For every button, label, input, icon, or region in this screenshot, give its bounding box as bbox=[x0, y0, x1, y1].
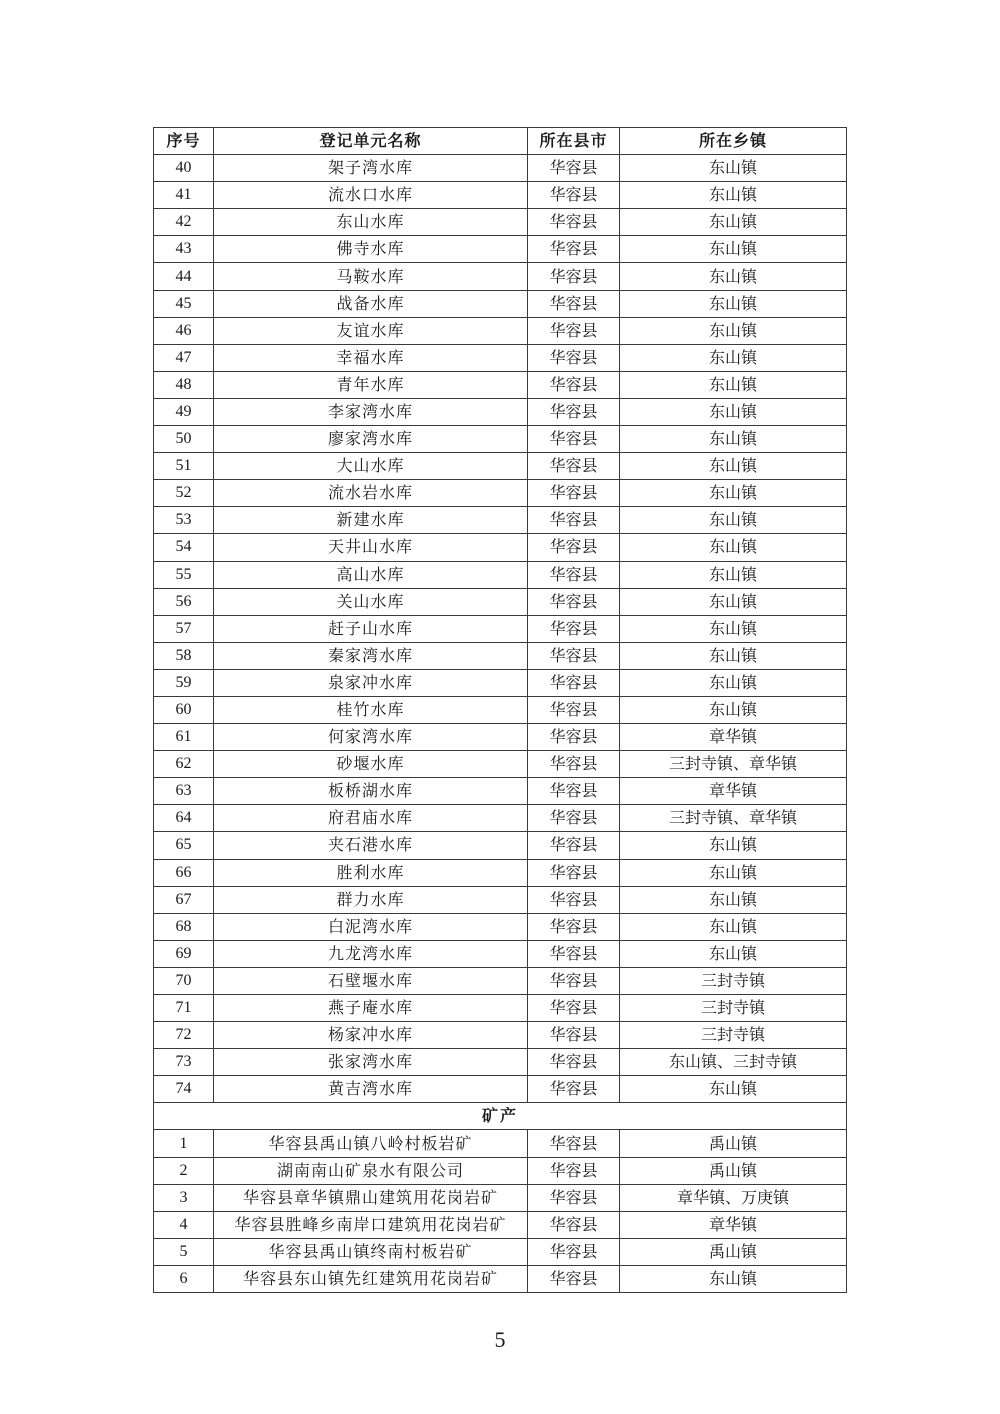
unit-name-cell: 泉家冲水库 bbox=[214, 669, 528, 696]
township-cell: 东山镇 bbox=[620, 561, 847, 588]
row-index-cell: 72 bbox=[154, 1022, 214, 1049]
unit-name-cell: 流水口水库 bbox=[214, 182, 528, 209]
township-cell: 东山镇 bbox=[620, 940, 847, 967]
header-index: 序号 bbox=[154, 128, 214, 155]
table-row bbox=[154, 669, 847, 696]
row-index-cell: 52 bbox=[154, 480, 214, 507]
county-cell: 华容县 bbox=[528, 588, 620, 615]
row-index-cell: 40 bbox=[154, 155, 214, 182]
table-header-row bbox=[154, 128, 847, 155]
unit-name-cell: 幸福水库 bbox=[214, 344, 528, 371]
table-body bbox=[154, 155, 847, 1293]
table-row bbox=[154, 263, 847, 290]
county-cell: 华容县 bbox=[528, 155, 620, 182]
unit-name-cell: 府君庙水库 bbox=[214, 805, 528, 832]
row-index-cell: 71 bbox=[154, 995, 214, 1022]
table-row bbox=[154, 209, 847, 236]
row-index-cell: 61 bbox=[154, 724, 214, 751]
township-cell: 东山镇 bbox=[620, 1265, 847, 1292]
unit-name-cell: 胜利水库 bbox=[214, 859, 528, 886]
table-row bbox=[154, 561, 847, 588]
county-cell: 华容县 bbox=[528, 507, 620, 534]
table-row bbox=[154, 371, 847, 398]
county-cell: 华容县 bbox=[528, 615, 620, 642]
table-row bbox=[154, 1211, 847, 1238]
unit-name-cell: 黄吉湾水库 bbox=[214, 1076, 528, 1103]
unit-name-cell: 杨家冲水库 bbox=[214, 1022, 528, 1049]
county-cell: 华容县 bbox=[528, 182, 620, 209]
township-cell: 章华镇 bbox=[620, 724, 847, 751]
table-row bbox=[154, 182, 847, 209]
row-index-cell: 69 bbox=[154, 940, 214, 967]
table-row bbox=[154, 642, 847, 669]
row-index-cell: 59 bbox=[154, 669, 214, 696]
township-cell: 东山镇 bbox=[620, 642, 847, 669]
table-row bbox=[154, 588, 847, 615]
unit-name-cell: 大山水库 bbox=[214, 453, 528, 480]
table-row bbox=[154, 1022, 847, 1049]
unit-name-cell: 天井山水库 bbox=[214, 534, 528, 561]
unit-name-cell: 流水岩水库 bbox=[214, 480, 528, 507]
unit-name-cell: 板桥湖水库 bbox=[214, 778, 528, 805]
table-row bbox=[154, 696, 847, 723]
county-cell: 华容县 bbox=[528, 1130, 620, 1157]
unit-name-cell: 赶子山水库 bbox=[214, 615, 528, 642]
row-index-cell: 58 bbox=[154, 642, 214, 669]
unit-name-cell: 夹石港水库 bbox=[214, 832, 528, 859]
unit-name-cell: 华容县胜峰乡南岸口建筑用花岗岩矿 bbox=[214, 1211, 528, 1238]
township-cell: 章华镇、万庚镇 bbox=[620, 1184, 847, 1211]
county-cell: 华容县 bbox=[528, 940, 620, 967]
township-cell: 三封寺镇 bbox=[620, 967, 847, 994]
county-cell: 华容县 bbox=[528, 669, 620, 696]
county-cell: 华容县 bbox=[528, 751, 620, 778]
row-index-cell: 49 bbox=[154, 398, 214, 425]
row-index-cell: 42 bbox=[154, 209, 214, 236]
table-row bbox=[154, 534, 847, 561]
unit-name-cell: 燕子庵水库 bbox=[214, 995, 528, 1022]
township-cell: 东山镇 bbox=[620, 209, 847, 236]
unit-name-cell: 东山水库 bbox=[214, 209, 528, 236]
header-county: 所在县市 bbox=[528, 128, 620, 155]
county-cell: 华容县 bbox=[528, 967, 620, 994]
table-row bbox=[154, 778, 847, 805]
table-row bbox=[154, 480, 847, 507]
table-row bbox=[154, 426, 847, 453]
township-cell: 三封寺镇、章华镇 bbox=[620, 751, 847, 778]
township-cell: 东山镇 bbox=[620, 886, 847, 913]
county-cell: 华容县 bbox=[528, 371, 620, 398]
township-cell: 东山镇 bbox=[620, 344, 847, 371]
table-row bbox=[154, 453, 847, 480]
table-row bbox=[154, 1076, 847, 1103]
row-index-cell: 55 bbox=[154, 561, 214, 588]
county-cell: 华容县 bbox=[528, 1184, 620, 1211]
county-cell: 华容县 bbox=[528, 209, 620, 236]
unit-name-cell: 桂竹水库 bbox=[214, 696, 528, 723]
row-index-cell: 65 bbox=[154, 832, 214, 859]
row-index-cell: 57 bbox=[154, 615, 214, 642]
table-row bbox=[154, 290, 847, 317]
unit-name-cell: 青年水库 bbox=[214, 371, 528, 398]
township-cell: 东山镇 bbox=[620, 236, 847, 263]
county-cell: 华容县 bbox=[528, 913, 620, 940]
row-index-cell: 70 bbox=[154, 967, 214, 994]
row-index-cell: 41 bbox=[154, 182, 214, 209]
township-cell: 东山镇 bbox=[620, 669, 847, 696]
row-index-cell: 43 bbox=[154, 236, 214, 263]
township-cell: 禹山镇 bbox=[620, 1238, 847, 1265]
table-row bbox=[154, 317, 847, 344]
county-cell: 华容县 bbox=[528, 1157, 620, 1184]
unit-name-cell: 马鞍水库 bbox=[214, 263, 528, 290]
county-cell: 华容县 bbox=[528, 398, 620, 425]
page-number: 5 bbox=[494, 1327, 506, 1352]
table-row bbox=[154, 1184, 847, 1211]
township-cell: 东山镇、三封寺镇 bbox=[620, 1049, 847, 1076]
township-cell: 东山镇 bbox=[620, 317, 847, 344]
table-row bbox=[154, 886, 847, 913]
row-index-cell: 74 bbox=[154, 1076, 214, 1103]
township-cell: 禹山镇 bbox=[620, 1130, 847, 1157]
county-cell: 华容县 bbox=[528, 1211, 620, 1238]
row-index-cell: 45 bbox=[154, 290, 214, 317]
county-cell: 华容县 bbox=[528, 859, 620, 886]
county-cell: 华容县 bbox=[528, 426, 620, 453]
unit-name-cell: 关山水库 bbox=[214, 588, 528, 615]
table-row bbox=[154, 236, 847, 263]
township-cell: 东山镇 bbox=[620, 507, 847, 534]
table-row bbox=[154, 155, 847, 182]
county-cell: 华容县 bbox=[528, 561, 620, 588]
row-index-cell: 1 bbox=[154, 1130, 214, 1157]
table-row bbox=[154, 913, 847, 940]
table-row bbox=[154, 805, 847, 832]
county-cell: 华容县 bbox=[528, 886, 620, 913]
township-cell: 章华镇 bbox=[620, 1211, 847, 1238]
unit-name-cell: 石壁堰水库 bbox=[214, 967, 528, 994]
row-index-cell: 50 bbox=[154, 426, 214, 453]
county-cell: 华容县 bbox=[528, 453, 620, 480]
table-row bbox=[154, 1130, 847, 1157]
row-index-cell: 51 bbox=[154, 453, 214, 480]
county-cell: 华容县 bbox=[528, 778, 620, 805]
county-cell: 华容县 bbox=[528, 1022, 620, 1049]
township-cell: 东山镇 bbox=[620, 263, 847, 290]
county-cell: 华容县 bbox=[528, 236, 620, 263]
county-cell: 华容县 bbox=[528, 534, 620, 561]
row-index-cell: 48 bbox=[154, 371, 214, 398]
unit-name-cell: 华容县禹山镇终南村板岩矿 bbox=[214, 1238, 528, 1265]
unit-name-cell: 张家湾水库 bbox=[214, 1049, 528, 1076]
table-row bbox=[154, 995, 847, 1022]
county-cell: 华容县 bbox=[528, 642, 620, 669]
township-cell: 三封寺镇、章华镇 bbox=[620, 805, 847, 832]
row-index-cell: 44 bbox=[154, 263, 214, 290]
township-cell: 东山镇 bbox=[620, 371, 847, 398]
table-row bbox=[154, 398, 847, 425]
county-cell: 华容县 bbox=[528, 1049, 620, 1076]
table-row bbox=[154, 615, 847, 642]
unit-name-cell: 友谊水库 bbox=[214, 317, 528, 344]
unit-name-cell: 华容县东山镇先红建筑用花岗岩矿 bbox=[214, 1265, 528, 1292]
county-cell: 华容县 bbox=[528, 1076, 620, 1103]
unit-name-cell: 架子湾水库 bbox=[214, 155, 528, 182]
township-cell: 东山镇 bbox=[620, 182, 847, 209]
table-row bbox=[154, 940, 847, 967]
township-cell: 章华镇 bbox=[620, 778, 847, 805]
unit-name-cell: 群力水库 bbox=[214, 886, 528, 913]
row-index-cell: 6 bbox=[154, 1265, 214, 1292]
table-row bbox=[154, 967, 847, 994]
township-cell: 东山镇 bbox=[620, 480, 847, 507]
unit-name-cell: 砂堰水库 bbox=[214, 751, 528, 778]
township-cell: 东山镇 bbox=[620, 398, 847, 425]
table-row bbox=[154, 507, 847, 534]
header-unit-name: 登记单元名称 bbox=[214, 128, 528, 155]
unit-name-cell: 湖南南山矿泉水有限公司 bbox=[214, 1157, 528, 1184]
row-index-cell: 63 bbox=[154, 778, 214, 805]
table-row bbox=[154, 751, 847, 778]
registration-table bbox=[153, 127, 847, 1293]
township-cell: 东山镇 bbox=[620, 426, 847, 453]
township-cell: 东山镇 bbox=[620, 832, 847, 859]
county-cell: 华容县 bbox=[528, 480, 620, 507]
row-index-cell: 53 bbox=[154, 507, 214, 534]
township-cell: 东山镇 bbox=[620, 859, 847, 886]
row-index-cell: 2 bbox=[154, 1157, 214, 1184]
unit-name-cell: 何家湾水库 bbox=[214, 724, 528, 751]
row-index-cell: 67 bbox=[154, 886, 214, 913]
table-row bbox=[154, 859, 847, 886]
county-cell: 华容县 bbox=[528, 805, 620, 832]
row-index-cell: 73 bbox=[154, 1049, 214, 1076]
county-cell: 华容县 bbox=[528, 1265, 620, 1292]
table-row bbox=[154, 832, 847, 859]
section-title: 矿产 bbox=[154, 1103, 847, 1130]
unit-name-cell: 佛寺水库 bbox=[214, 236, 528, 263]
row-index-cell: 3 bbox=[154, 1184, 214, 1211]
unit-name-cell: 廖家湾水库 bbox=[214, 426, 528, 453]
county-cell: 华容县 bbox=[528, 832, 620, 859]
row-index-cell: 62 bbox=[154, 751, 214, 778]
row-index-cell: 66 bbox=[154, 859, 214, 886]
county-cell: 华容县 bbox=[528, 696, 620, 723]
township-cell: 东山镇 bbox=[620, 155, 847, 182]
county-cell: 华容县 bbox=[528, 1238, 620, 1265]
township-cell: 东山镇 bbox=[620, 913, 847, 940]
table-row bbox=[154, 1049, 847, 1076]
header-township: 所在乡镇 bbox=[620, 128, 847, 155]
row-index-cell: 68 bbox=[154, 913, 214, 940]
county-cell: 华容县 bbox=[528, 263, 620, 290]
unit-name-cell: 战备水库 bbox=[214, 290, 528, 317]
county-cell: 华容县 bbox=[528, 995, 620, 1022]
table-row bbox=[154, 1265, 847, 1292]
row-index-cell: 60 bbox=[154, 696, 214, 723]
unit-name-cell: 高山水库 bbox=[214, 561, 528, 588]
unit-name-cell: 白泥湾水库 bbox=[214, 913, 528, 940]
township-cell: 东山镇 bbox=[620, 696, 847, 723]
township-cell: 东山镇 bbox=[620, 1076, 847, 1103]
row-index-cell: 4 bbox=[154, 1211, 214, 1238]
table-row bbox=[154, 1157, 847, 1184]
county-cell: 华容县 bbox=[528, 290, 620, 317]
township-cell: 三封寺镇 bbox=[620, 1022, 847, 1049]
unit-name-cell: 华容县章华镇鼎山建筑用花岗岩矿 bbox=[214, 1184, 528, 1211]
row-index-cell: 54 bbox=[154, 534, 214, 561]
row-index-cell: 47 bbox=[154, 344, 214, 371]
county-cell: 华容县 bbox=[528, 344, 620, 371]
row-index-cell: 46 bbox=[154, 317, 214, 344]
county-cell: 华容县 bbox=[528, 724, 620, 751]
unit-name-cell: 秦家湾水库 bbox=[214, 642, 528, 669]
county-cell: 华容县 bbox=[528, 317, 620, 344]
township-cell: 禹山镇 bbox=[620, 1157, 847, 1184]
table-row bbox=[154, 724, 847, 751]
table-row bbox=[154, 1238, 847, 1265]
table-row bbox=[154, 344, 847, 371]
row-index-cell: 64 bbox=[154, 805, 214, 832]
unit-name-cell: 华容县禹山镇八岭村板岩矿 bbox=[214, 1130, 528, 1157]
township-cell: 三封寺镇 bbox=[620, 995, 847, 1022]
township-cell: 东山镇 bbox=[620, 588, 847, 615]
section-row bbox=[154, 1103, 847, 1130]
unit-name-cell: 九龙湾水库 bbox=[214, 940, 528, 967]
row-index-cell: 56 bbox=[154, 588, 214, 615]
township-cell: 东山镇 bbox=[620, 453, 847, 480]
unit-name-cell: 新建水库 bbox=[214, 507, 528, 534]
township-cell: 东山镇 bbox=[620, 534, 847, 561]
unit-name-cell: 李家湾水库 bbox=[214, 398, 528, 425]
township-cell: 东山镇 bbox=[620, 290, 847, 317]
township-cell: 东山镇 bbox=[620, 615, 847, 642]
row-index-cell: 5 bbox=[154, 1238, 214, 1265]
